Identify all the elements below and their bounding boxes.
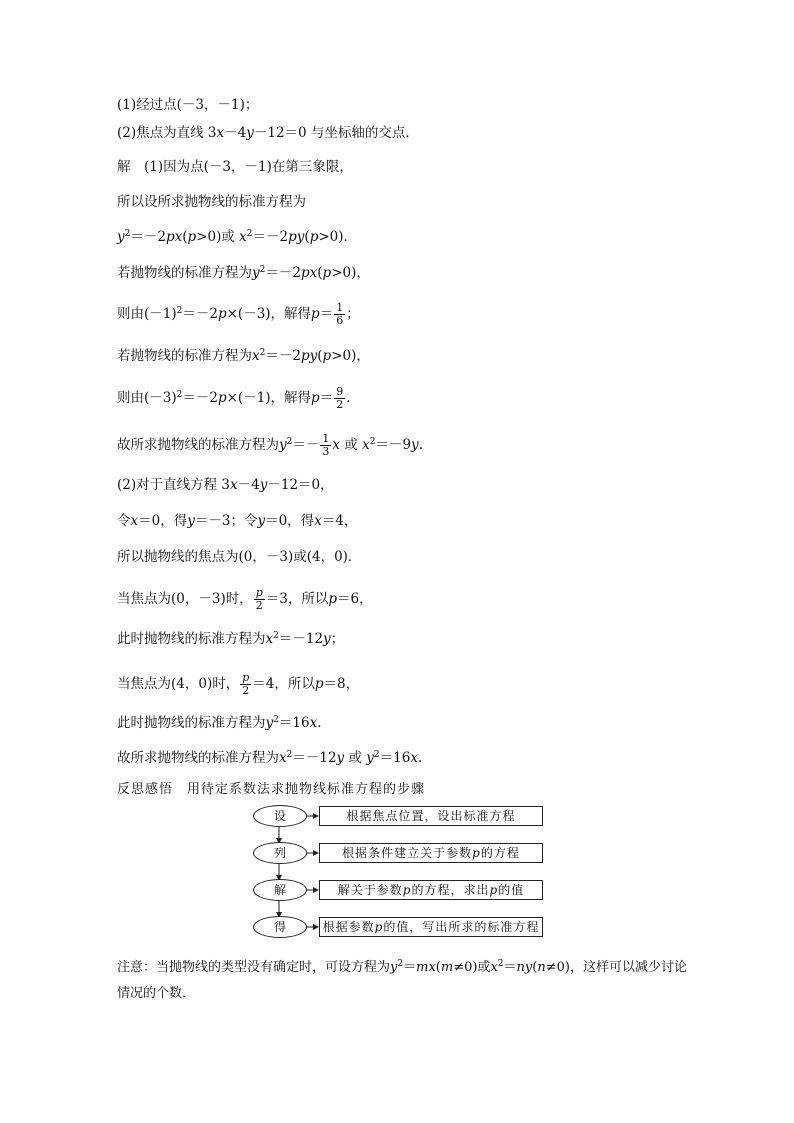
solution-line-3: $y^2=-2px(p>0)$或 $x^2=-2py(p>0)$． (117, 229, 358, 245)
note-paragraph: 注意：当抛物线的类型没有确定时，可设方程为$y^2=mx(m\ne 0)$或$x^2=ny(n\ne 0)$，这样可以减少讨论情况的个数． (117, 959, 687, 1001)
fraction-one-sixth: $\frac{1}{6}$ (336, 301, 344, 327)
fraction-one-third: $\frac{1}{3}$ (322, 432, 330, 458)
step-box-set: 根据焦点位置，设出标准方程 (319, 806, 543, 826)
solution-line-15: 此时抛物线的标准方程为$y^2=16x$. (117, 715, 322, 731)
step-box-solve: 解关于参数p的方程，求出p的值 (319, 880, 543, 900)
solution-line-11: 所以抛物线的焦点为(0，－3)或(4，0)． (117, 549, 362, 565)
step-oval-set: 设 (253, 805, 307, 827)
fraction-p-over-2: $\frac{p}{2}$ (255, 586, 263, 612)
solution-line-7: 则由$(-3)^2=-2p\times(-1)$，解得p＝ $\frac{9}{2}$ . (117, 385, 351, 411)
problem-part-1: (1)经过点(－3，－1)； (117, 97, 259, 113)
solution-heading: 解 (1)因为点(－3，－1)在第三象限， (117, 159, 353, 175)
reflection-heading: 反思感悟 用待定系数法求抛物线标准方程的步骤 (117, 782, 426, 797)
solution-line-12: 当焦点为(0，－3)时， $\frac{p}{2}$ ＝3，所以p＝6， (117, 586, 373, 612)
step-box-get: 根据参数p的值，写出所求的标准方程 (319, 917, 543, 937)
solution-line-4: 若抛物线的标准方程为$y^2=-2px(p>0)$， (117, 265, 370, 281)
problem-part-2: (2)焦点为直线 3x－4y－12＝0 与坐标轴的交点． (117, 125, 419, 141)
solution-line-5: 则由$(-1)^2=-2p\times(-3)$，解得p＝ $\frac{1}{6}$ ； (117, 301, 360, 327)
solution-line-2: 所以设所求抛物线的标准方程为 (117, 194, 306, 210)
step-oval-list: 列 (253, 842, 307, 864)
solution-line-10: 令x＝0，得y＝－3；令y＝0，得x＝4， (117, 513, 358, 529)
fraction-p-over-2: $\frac{p}{2}$ (242, 671, 250, 697)
fraction-nine-halves: $\frac{9}{2}$ (336, 385, 344, 411)
solution-line-13: 此时抛物线的标准方程为$x^2=-12y$； (117, 631, 345, 647)
step-oval-get: 得 (253, 916, 307, 938)
step-oval-solve: 解 (253, 879, 307, 901)
solution-line-8: 故所求抛物线的标准方程为$y^2=-$ $\frac{1}{3}$ x 或 $x^2=-9y$. (117, 432, 423, 458)
solution-line-9: (2)对于直线方程 3x－4y－12＝0， (117, 477, 334, 493)
solution-line-14: 当焦点为(4，0)时， $\frac{p}{2}$ ＝4，所以p＝8， (117, 671, 360, 697)
solution-line-6: 若抛物线的标准方程为$x^2=-2py(p>0)$， (117, 348, 370, 364)
step-box-list: 根据条件建立关于参数p的方程 (319, 843, 543, 863)
solution-line-16: 故所求抛物线的标准方程为$x^2=-12y$ 或 $y^2=16x$. (117, 750, 423, 766)
